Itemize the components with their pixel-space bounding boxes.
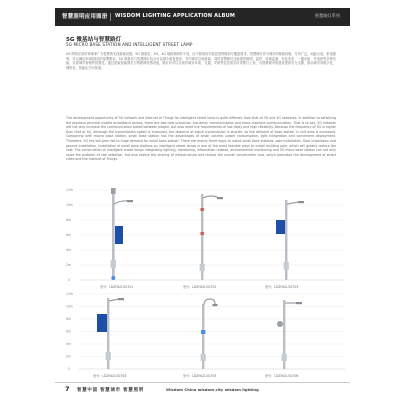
base-light-icon: [111, 276, 115, 280]
led-screen-icon: [115, 226, 123, 244]
lamp-pole-3: [276, 200, 304, 280]
scale-label: 2m: [66, 354, 71, 359]
lamp-pole-4: [97, 298, 124, 369]
model-caption: 型号：LDZHLD-5G702: [183, 285, 217, 289]
scale-label: 8m: [66, 317, 71, 321]
scale-label: 12m: [66, 292, 73, 296]
body-paragraph-cn: 5G 网络应用时钟频率广为智慧的无线基础设施，5G 微基站，5G，4G 频段频率的不同，由于微基站安装密度的增加与覆盖需求，智慧路灯作为城市的基础设施，分布广泛，间距合适，供电便利，可以满足5G微基站的部署要求。5G 微基站与智慧路灯结合可以减少重复建设、节约城市空间资源，同时智慧路灯还能提供照明、监控、环境监测、信息发布、一键求助、充电桩等多种功能，实现城市管理的智慧化。通过搭载智能网关与物联网传感设备，路灯杆可以实现对城市环境、交通、安防等信息的实时采集与上传，为智慧城市的建设提供有力支撑，推动城市向数字化、网络化、智能化方向发展。: [66, 52, 336, 70]
cabinet-icon: [200, 264, 205, 271]
page-footer: [55, 382, 350, 395]
sensor-icon: [201, 232, 204, 235]
lamp-arm: [203, 196, 219, 198]
scale-label: 6m: [66, 233, 71, 237]
lamp-head-icon: [298, 201, 304, 203]
model-caption: 型号：LDZHLD-5G701: [100, 285, 134, 289]
lamp-arm: [114, 201, 129, 204]
lamp-head-icon: [217, 197, 223, 199]
lamp-head-icon: [213, 304, 218, 306]
lamp-head-icon: [118, 298, 124, 300]
antenna-icon: [111, 188, 116, 194]
scale-label: 10m: [66, 203, 73, 207]
body-paragraph-en: The development opportunity of 5G network and Internet of Things for intelligent street lamp is quite different from that of 3G and 4G networks. In addition to satisfying the previous physical mobile broadband access, there are two new scenarios: low-delay communication and mass machine communication. That is to say, 5G network will not only increase the communication speed between people, but also meet the requirements of low delay and high reliability. Because the frequency of 5G is higher than that of 4G, although the transmission speed is improved, the distance of signal transmission is shorter, so the demand of base station in unit area is increased. Comparing with macro base station, small base station has the advantages of small volume, power consumption, light integration and convenient deployment. Therefore, 5G era will give rise to huge demand for small base station. There are mainly three ways to install small base stations: pole installation, floor installation and ground installation. Installation of small base stations on intelligent street lamps is one of the most feasible ways to install building pole, which will greatly reduce the cost. The construction of intelligent street lamps integrating lighting, monitoring, information release, environmental monitoring and 5G micro base station can not only solve the problem of site selection, but also realize the sharing of infrastructure and reduce the overall construction cost, which promotes the development of smart cities and the Internet of Things.: [66, 116, 336, 162]
scale-label: 10m: [66, 304, 73, 309]
model-caption: 型号：LDZHLD-5G705: [183, 374, 217, 378]
scale-label: 0: [68, 278, 70, 282]
footer-tagline-cn: 智慧中国 智慧城市 智慧照明: [77, 387, 144, 393]
cabinet-icon: [201, 354, 206, 361]
led-screen-icon: [276, 220, 285, 234]
lamp-elevation-drawings: [55, 8, 350, 394]
lamp-arm: [287, 202, 299, 204]
led-screen-icon: [97, 314, 107, 332]
page-number: 7: [65, 385, 70, 393]
footer-tagline-en: Wisdom China wisdom city wisdom lighting: [166, 387, 259, 392]
model-caption: 型号：LDZHLD-5G704: [93, 374, 127, 378]
lamp-pole-1: [111, 188, 134, 280]
scale-label: 6m: [66, 329, 71, 334]
scale-label: 4m: [66, 342, 71, 346]
cabinet-icon: [111, 260, 117, 268]
header-series-label: 智慧路灯系列: [314, 13, 340, 18]
header-title-en: WISDOM LIGHTING APPLICATION ALBUM: [115, 12, 236, 19]
header-title-cn: 智慧照明应用图册: [62, 14, 108, 20]
lamp-head-icon: [127, 200, 133, 202]
decoration-icon: [277, 321, 283, 327]
scale-label: 2m: [66, 263, 71, 267]
section-title-cn: 5G 微基站与智慧路灯: [66, 37, 122, 43]
lamp-arm: [109, 299, 119, 301]
lamp-pole-5: [201, 299, 218, 369]
camera-icon: [201, 208, 204, 211]
model-caption: 型号：LDZHLD-5G706: [265, 374, 299, 378]
sensor-icon: [201, 330, 205, 334]
cabinet-icon: [284, 262, 289, 270]
scale-label: 12m: [66, 188, 73, 192]
model-caption: 型号：LDZHLD-5G703: [265, 285, 299, 289]
lamp-pole-6: [277, 300, 302, 369]
section-title-en: 5G MICRO BASE STATION AND INTELLIGENT STREET LAMP: [66, 42, 193, 47]
lamp-head-icon: [296, 302, 302, 304]
album-page: [55, 8, 350, 394]
scale-label: 8m: [66, 218, 71, 222]
cabinet-icon: [282, 354, 287, 361]
lamp-pole-2: [200, 194, 223, 280]
cabinet-icon: [106, 352, 111, 360]
scale-label: 0: [68, 367, 70, 371]
scale-label: 4m: [66, 248, 71, 252]
